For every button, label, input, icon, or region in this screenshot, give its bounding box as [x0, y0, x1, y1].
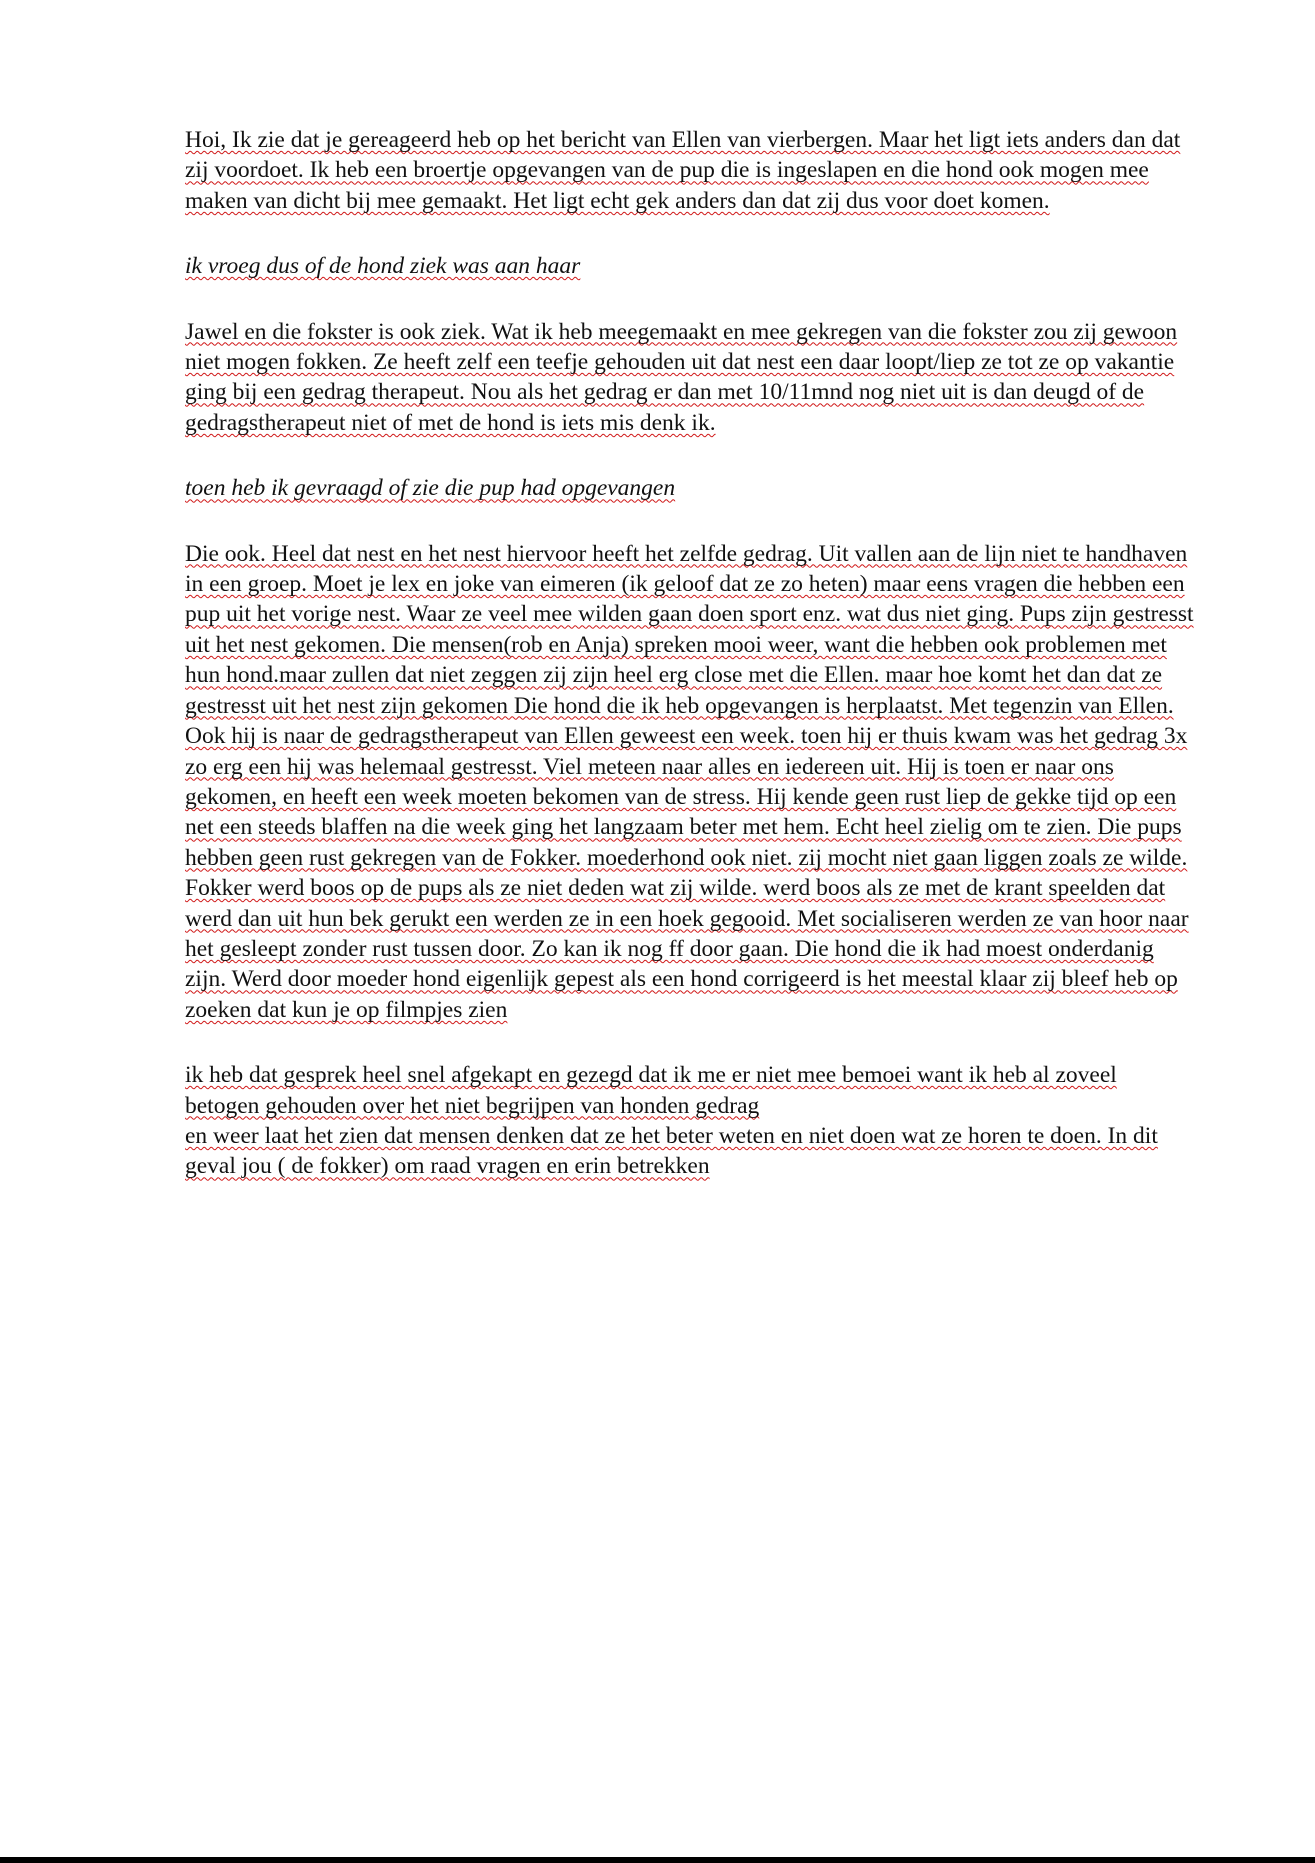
- document-body: [185, 125, 1195, 1217]
- paragraph-question-sick: ik vroeg dus of de hond ziek was aan haar: [185, 253, 581, 280]
- paragraph-answer-breeder: Jawel en die fokster is ook ziek. Wat ik heb meegemaakt en mee gekregen van die fokster zou zij gewoon niet mogen fokken. Ze heeft zelf een teefje gehouden uit dat nest een daar loopt/liep ze tot ze op vakantie ging bij een gedrag therapeut. Nou als het gedrag er dan met 10/11mnd nog niet uit is dan deugd of de gedragstherapeut niet of met de hond is iets mis denk ik.: [185, 318, 1178, 436]
- paragraph-intro: Hoi, Ik zie dat je gereageerd heb op het bericht van Ellen van vierbergen. Maar het ligt iets anders dan dat zij voordoet. Ik heb een broertje opgevangen van de pup die is ingeslapen en die hond ook mogen mee maken van dicht bij mee gemaakt. Het ligt echt gek anders dan dat zij dus voor doet komen.: [185, 127, 1181, 214]
- paragraph-closing: en weer laat het zien dat mensen denken dat ze het beter weten en niet doen wat ze horen te doen. In dit geval jou ( de fokker) om raad vragen en erin betrekken: [185, 1122, 1158, 1180]
- paragraph-conversation-ended: ik heb dat gesprek heel snel afgekapt en gezegd dat ik me er niet mee bemoei want ik heb al zoveel betogen gehouden over het niet begrijpen van honden gedrag: [185, 1062, 1117, 1119]
- paragraph-answer-litter: Die ook. Heel dat nest en het nest hiervoor heeft het zelfde gedrag. Uit vallen aan de lijn niet te handhaven in een groep. Moet je lex en joke van eimeren (ik geloof dat ze zo heten) maar eens vragen die hebben een pup uit het vorige nest. Waar ze veel mee wilden gaan doen sport enz. wat dus niet ging. Pups zijn gestresst uit het nest gekomen. Die mensen(rob en Anja) spreken mooi weer, want die hebben ook problemen met hun hond.maar zullen dat niet zeggen zij zijn heel erg close met die Ellen. maar hoe komt het dan dat ze gestresst uit het nest zijn gekomen Die hond die ik heb opgevangen is herplaatst. Met tegenzin van Ellen. Ook hij is naar de gedragstherapeut van Ellen geweest een week. toen hij er thuis kwam was het gedrag 3x zo erg een hij was helemaal gestresst. Viel meteen naar alles en iedereen uit. Hij is toen er naar ons gekomen, en heeft een week moeten bekomen van de stress. Hij kende geen rust liep de gekke tijd op een net een steeds blaffen na die week ging het langzaam beter met hem. Echt heel zielig om te zien. Die pups hebben geen rust gekregen van de Fokker. moederhond ook niet. zij mocht niet gaan liggen zoals ze wilde. Fokker werd boos op de pups als ze niet deden wat zij wilde. werd boos als ze met de krant speelden dat werd dan uit hun bek gerukt een werden ze in een hoek gegooid. Met socialiseren werden ze van hoor naar het gesleept zonder rust tussen door. Zo kan ik nog ff door gaan. Die hond die ik had moest onderdanig zijn. Werd door moeder hond eigenlijk gepest als een hond corrigeerd is het meestal klaar zij bleef heb op zoeken dat kun je op filmpjes zien: [185, 540, 1194, 1023]
- paragraph-question-pup: toen heb ik gevraagd of zie die pup had opgevangen: [185, 475, 676, 502]
- page-bottom-border: [0, 1857, 1315, 1863]
